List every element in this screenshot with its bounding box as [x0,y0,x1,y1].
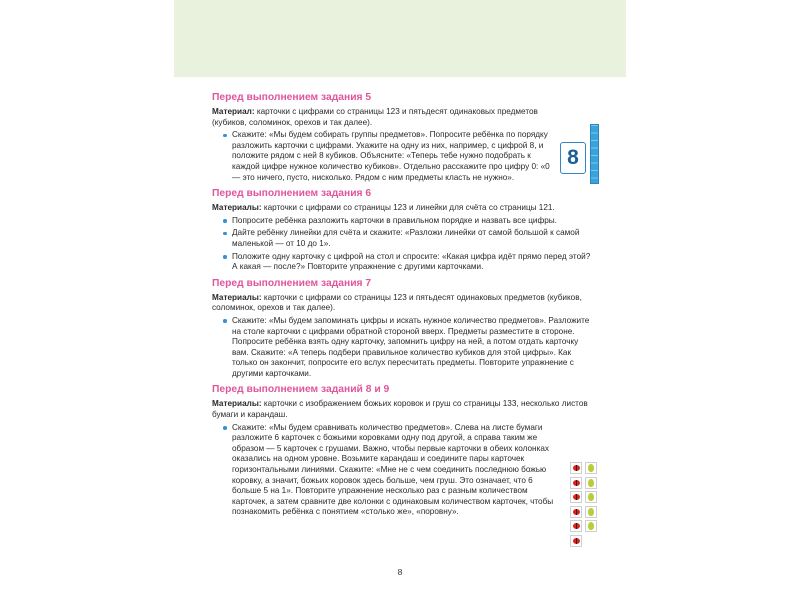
section-title: Перед выполнением задания 6 [212,188,372,200]
ladybug-icon [573,494,580,500]
materials-text: карточки с изображением божьих коровок и груш со страницы 133, несколько листов бумаги и карандаш. [212,399,588,420]
ladybug-card [570,506,582,518]
ladybug-pear-cards-illustration [570,462,600,549]
card-row [570,535,600,547]
ladybug-card [570,491,582,503]
materials-line [212,293,596,314]
materials-label: Материалы: [212,203,262,213]
pear-icon [588,464,594,472]
bullet-item: Скажите: «Мы будем запоминать цифры и искать нужное количество предметов». Разложите на столе карточки с цифрами обратной стороной вверх. Предметы разместите в стороне. Попросите ребёнка взять одну карточку, запомнить цифру на ней, а потом отдать карточку вам. Скажите: «А теперь подбери правильное количество кубиков для этой цифры». Как только он закончит, попросите его вслух пересчитать предметы. Повторите упражнение с другими карточками. [232,316,596,380]
materials-text: карточки с цифрами со страницы 123 и пятьдесят одинаковых предметов (кубиков, соломинок, орехов и так далее). [212,107,538,127]
card-row [570,491,600,503]
materials-label: Материалы: [212,399,262,409]
ladybug-icon [573,465,580,471]
pear-card [585,462,597,474]
ladybug-card [570,477,582,489]
materials-line [212,203,596,214]
bullet-item: Скажите: «Мы будем собирать группы предметов». Попросите ребёнка по порядку разложить карточки с цифрами. Укажите на одну из них, например, с цифрой 8, и положите рядом с ней 8 кубиков. Объясните: «Теперь тебе нужно подобрать к каждой цифре нужное количество кубиков». Отдельно расскажите про цифру 0: «0 — это ничего, пусто, нисколько. Рядом с ним предметы класть не нужно». [232,130,554,183]
cube-tower-illustration [590,124,599,184]
bullet-item: Положите одну карточку с цифрой на стол и спросите: «Какая цифра идёт прямо перед этой? А какая — после?» Повторите упражнение с другими карточками. [232,252,596,273]
ladybug-card [570,520,582,532]
materials-line [212,107,542,128]
page-number: 8 [397,567,403,577]
ladybug-icon [573,523,580,529]
section-title: Перед выполнением задания 7 [212,277,372,289]
ladybug-card [570,462,582,474]
ladybug-icon [573,509,580,515]
ladybug-icon [573,480,580,486]
card-row [570,477,600,489]
bullet-item: Скажите: «Мы будем сравнивать количество предметов». Слева на листе бумаги разложите 6 карточек с божьими коровками одну под другой, а справа таким же образом — 5 карточек с грушами. Важно, чтобы первые карточки в обеих колонках оказались на одном уровне. Возьмите карандаш и соедините пары карточек горизонтальными линиями. Скажите: «Мне не с чем соединить последнюю божью коровку, а значит, божьих коровок здесь больше, чем груш. Это означает, что 6 больше 5 на 1». Повторите упражнение несколько раз с разным количеством карточек, а затем сравните две колонки с одинаковым количеством карточек, чтобы познакомить ребёнка с понятием «столько же», «поровну». [232,422,554,517]
pear-card [585,520,597,532]
pear-icon [588,479,594,487]
section-task-5 [212,92,596,183]
bullet-list [212,216,596,273]
section-title: Перед выполнением задания 5 [212,92,372,103]
digit-card: 8 [560,142,586,174]
section-title: Перед выполнением заданий 8 и 9 [212,384,390,396]
card-row [570,462,600,474]
page-content [212,92,596,523]
materials-line [212,399,596,420]
materials-label: Материалы: [212,292,262,302]
section-task-7 [212,278,596,380]
pear-icon [588,508,594,516]
bullet-item: Дайте ребёнку линейки для счёта и скажите: «Разложи линейки от самой большой к самой маленькой — от 10 до 1». [232,228,596,249]
pear-card [585,506,597,518]
bullet-list [212,316,596,380]
pear-card [585,477,597,489]
bullet-item: Попросите ребёнка разложить карточки в правильном порядке и назвать все цифры. [232,216,596,227]
section-task-6 [212,188,596,273]
card-row [570,506,600,518]
pear-icon [588,522,594,530]
bullet-list [212,423,596,518]
materials-label: Материал: [212,107,255,116]
materials-text: карточки с цифрами со страницы 123 и пятьдесят одинаковых предметов (кубиков, соломинок, орехов и так далее). [212,292,582,313]
section-task-8-9 [212,384,596,518]
pear-icon [588,493,594,501]
materials-text: карточки с цифрами со страницы 123 и линейки для счёта со страницы 121. [261,203,555,213]
header-band [174,0,626,77]
ladybug-icon [573,538,580,544]
card-row [570,520,600,532]
bullet-list [212,130,596,183]
pear-card [585,491,597,503]
ladybug-card [570,535,582,547]
